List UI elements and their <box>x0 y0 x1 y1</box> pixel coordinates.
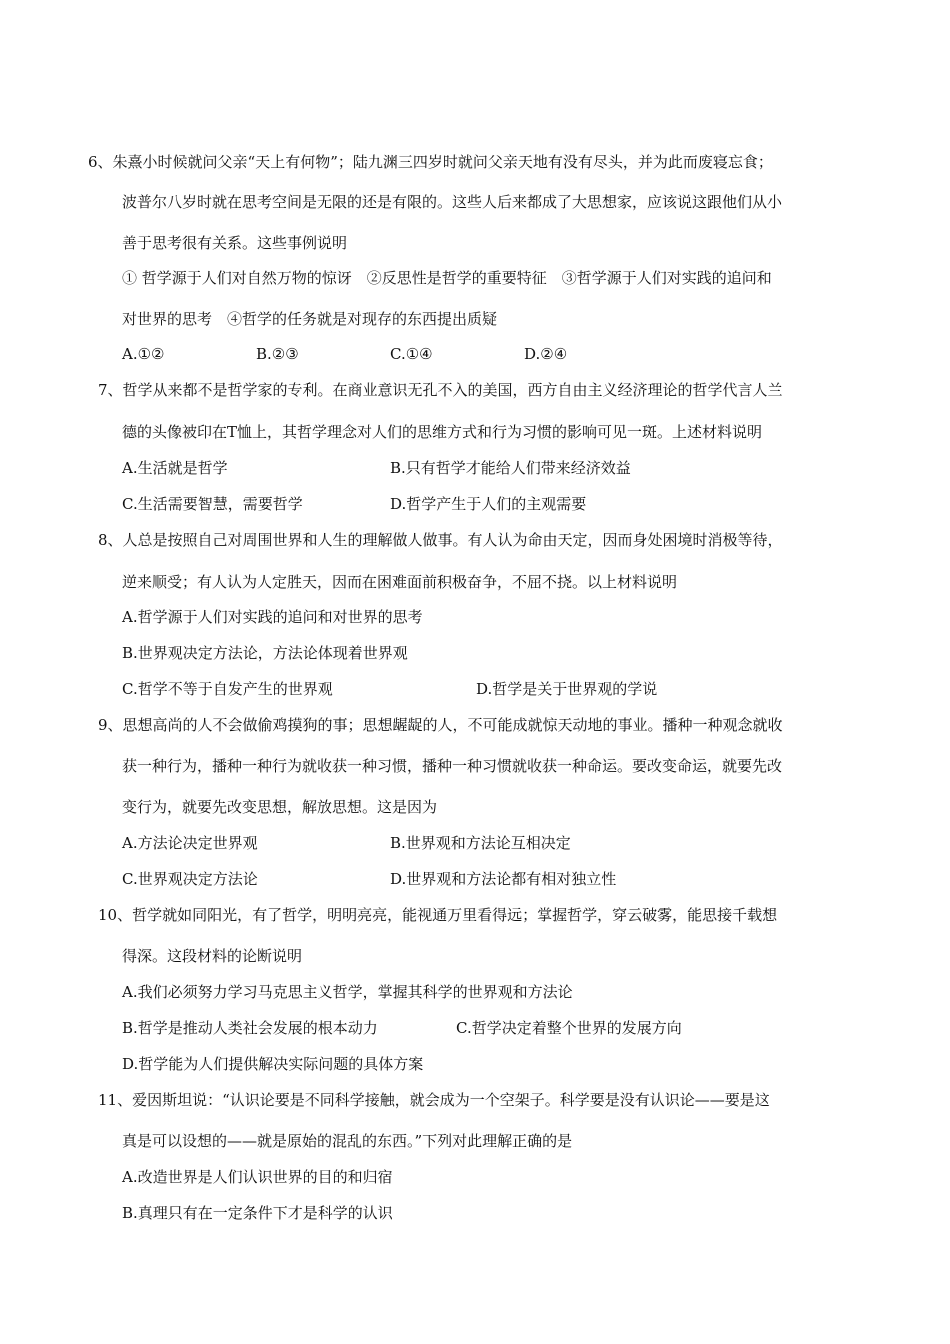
question-11-option-a[interactable]: A.改造世界是人们认识世界的目的和归宿 <box>122 1168 393 1186</box>
question-10-option-b[interactable]: B.哲学是推动人类社会发展的根本动力 <box>122 1019 378 1037</box>
question-7-option-c[interactable]: C.生活需要智慧，需要哲学 <box>122 495 303 513</box>
question-8-option-c[interactable]: C.哲学不等于自发产生的世界观 <box>122 680 333 698</box>
question-10-option-d[interactable]: D.哲学能为人们提供解决实际问题的具体方案 <box>122 1055 424 1073</box>
question-7-stem-line-2: 德的头像被印在T恤上，其哲学理念对人们的思维方式和行为习惯的影响可见一斑。上述材料说明 <box>122 423 763 441</box>
question-11-stem-line-2: 真是可以设想的——就是原始的混乱的东西。”下列对此理解正确的是 <box>122 1132 573 1150</box>
question-9-option-d[interactable]: D.世界观和方法论都有相对独立性 <box>390 870 617 888</box>
question-6-option-b[interactable]: B.②③ <box>256 345 299 363</box>
question-8-option-a[interactable]: A.哲学源于人们对实践的追问和对世界的思考 <box>122 608 423 626</box>
question-10-option-c[interactable]: C.哲学决定着整个世界的发展方向 <box>456 1019 682 1037</box>
question-7-option-d[interactable]: D.哲学产生于人们的主观需要 <box>390 495 587 513</box>
question-7-stem-line-1: 7、哲学从来都不是哲学家的专利。在商业意识无孔不入的美国，西方自由主义经济理论的哲学代言人兰 <box>98 381 783 399</box>
question-8-option-b[interactable]: B.世界观决定方法论，方法论体现着世界观 <box>122 644 408 662</box>
question-9-option-c[interactable]: C.世界观决定方法论 <box>122 870 258 888</box>
question-6-option-a[interactable]: A.①② <box>122 345 165 363</box>
question-6-option-c[interactable]: C.①④ <box>390 345 433 363</box>
question-9-stem-line-1: 9、思想高尚的人不会做偷鸡摸狗的事；思想龌龊的人，不可能成就惊天动地的事业。播种一种观念就收 <box>98 716 783 734</box>
question-6-option-d[interactable]: D.②④ <box>524 345 568 363</box>
question-6-stem-line-3: 善于思考很有关系。这些事例说明 <box>122 234 348 252</box>
question-11-stem-line-1: 11、爱因斯坦说：“认识论要是不同科学接触，就会成为一个空架子。科学要是没有认识论——要是这 <box>98 1091 770 1109</box>
question-9-option-b[interactable]: B.世界观和方法论互相决定 <box>390 834 571 852</box>
question-10-stem-line-2: 得深。这段材料的论断说明 <box>122 947 303 965</box>
question-9-stem-line-2: 获一种行为，播种一种行为就收获一种习惯，播种一种习惯就收获一种命运。要改变命运，就要先改 <box>122 757 783 775</box>
question-6-statement-line-2: 对世界的思考 ④哲学的任务就是对现存的东西提出质疑 <box>122 310 498 328</box>
question-6-stem-line-1: 6、朱熹小时候就问父亲“天上有何物”；陆九渊三四岁时就问父亲天地有没有尽头，并为此而废寝忘食； <box>88 153 773 171</box>
question-7-option-b[interactable]: B.只有哲学才能给人们带来经济效益 <box>390 459 631 477</box>
question-8-stem-line-2: 逆来顺受；有人认为人定胜天，因而在困难面前积极奋争，不屈不挠。以上材料说明 <box>122 573 678 591</box>
question-9-stem-line-3: 变行为，就要先改变思想，解放思想。这是因为 <box>122 798 438 816</box>
question-10-stem-line-1: 10、哲学就如同阳光，有了哲学，明明亮亮，能视通万里看得远；掌握哲学，穿云破雾，能思接千载想 <box>98 906 778 924</box>
question-7-option-a[interactable]: A.生活就是哲学 <box>122 459 228 477</box>
question-10-option-a[interactable]: A.我们必须努力学习马克思主义哲学，掌握其科学的世界观和方法论 <box>122 983 573 1001</box>
question-9-option-a[interactable]: A.方法论决定世界观 <box>122 834 258 852</box>
question-11-option-b[interactable]: B.真理只有在一定条件下才是科学的认识 <box>122 1204 393 1222</box>
question-8-stem-line-1: 8、人总是按照自己对周围世界和人生的理解做人做事。有人认为命由天定，因而身处困境时消极等待， <box>98 531 783 549</box>
question-6-statement-line-1: ① 哲学源于人们对自然万物的惊讶 ②反思性是哲学的重要特征 ③哲学源于人们对实践的追问和 <box>122 269 772 287</box>
question-8-option-d[interactable]: D.哲学是关于世界观的学说 <box>476 680 658 698</box>
question-6-stem-line-2: 波普尔八岁时就在思考空间是无限的还是有限的。这些人后来都成了大思想家，应该说这跟他们从小 <box>122 193 783 211</box>
